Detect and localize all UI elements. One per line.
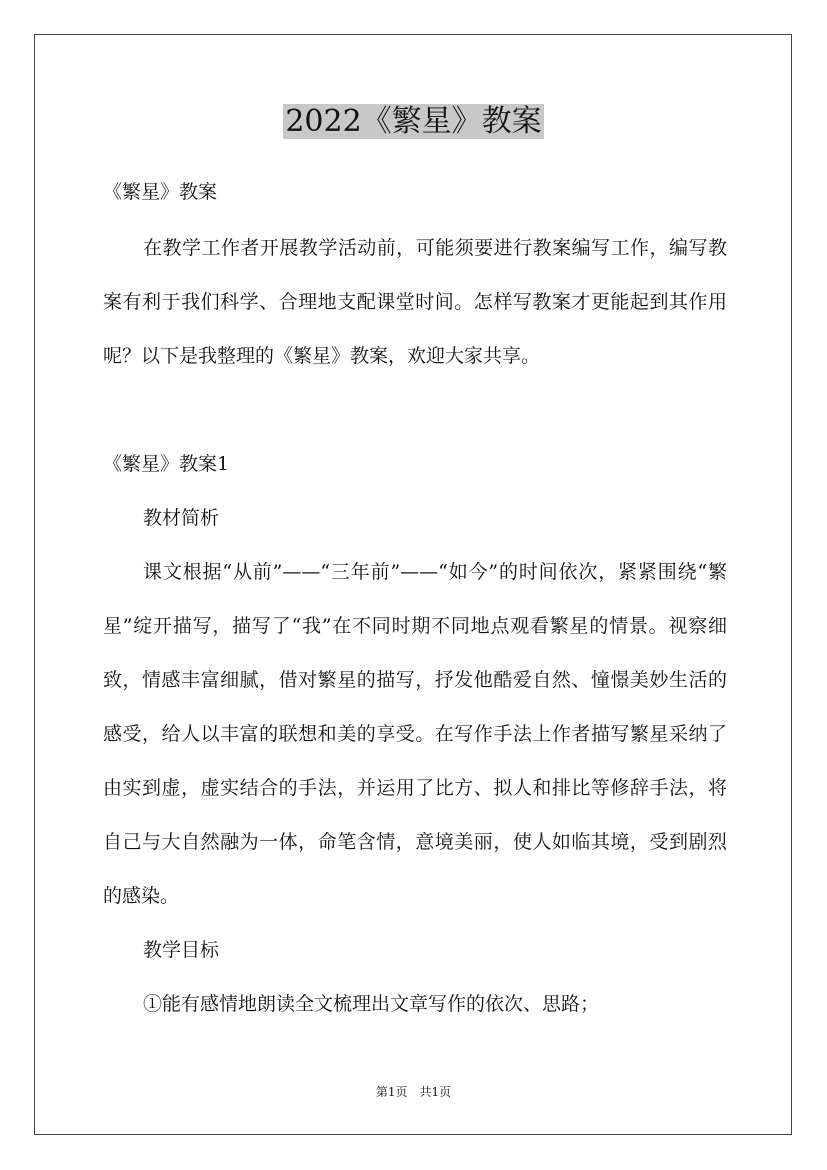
heading-analysis: 教材简析: [143, 507, 220, 529]
document-title: 2022《繁星》教案: [285, 104, 542, 139]
analysis-paragraph: 课文根据“从前”——“三年前”——“如今”的时间依次，紧紧围绕“繁星”绽开描写，描写了“我”在不同时期不同地点观看繁星的情景。视察细致，情感丰富细腻，借对繁星的描写，抒发他酷爱自然、憧憬美妙生活的感受，给人以丰富的联想和美的享受。在写作手法上作者描写繁星采纳了由实到虚，虚实结合的手法，并运用了比方、拟人和排比等修辞手法，将自己与大自然融为一体，命笔含情，意境美丽，使人如临其境，受到剧烈的感染。: [103, 561, 727, 907]
intro-paragraph: 在教学工作者开展教学活动前，可能须要进行教案编写工作，编写教案有利于我们科学、合理地支配课堂时间。怎样写教案才更能起到其作用呢？以下是我整理的《繁星》教案，欢迎大家共享。: [103, 237, 727, 367]
page-footer: 第1页 共1页: [375, 1085, 452, 1099]
heading-goals: 教学目标: [143, 939, 220, 961]
section-heading: 《繁星》教案1: [103, 453, 230, 475]
document-title-block: [0, 102, 827, 142]
subtitle: 《繁星》教案: [103, 181, 218, 203]
goal-item-1: ①能有感情地朗读全文梳理出文章写作的依次、思路；: [143, 993, 600, 1015]
